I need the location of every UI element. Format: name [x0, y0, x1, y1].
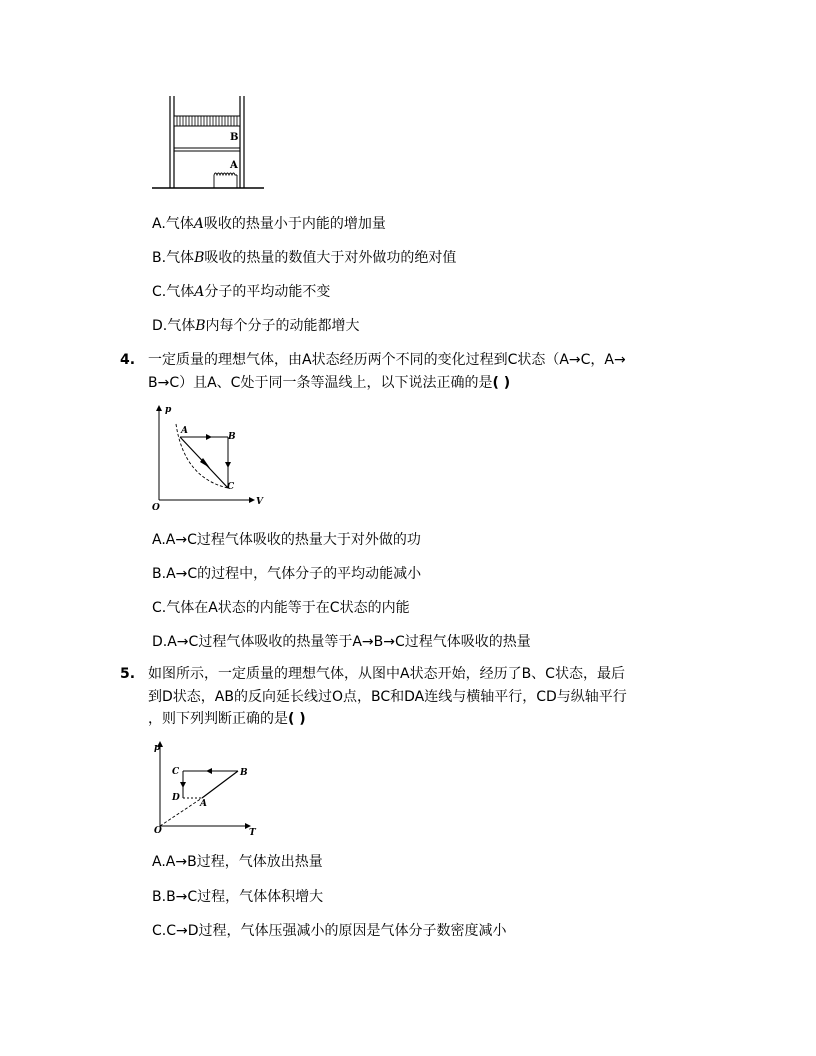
q4-stem-line1: 一定质量的理想气体，由A状态经历两个不同的变化过程到C状态（A→C，A→	[148, 352, 626, 368]
q5-option-c[interactable]: C.C→D过程，气体压强减小的原因是气体分子数密度减小	[152, 923, 507, 939]
q5-origin: O	[154, 826, 162, 836]
q4-option-b[interactable]: B.A→C的过程中，气体分子的平均动能减小	[152, 566, 422, 582]
q5-number: 5.	[120, 666, 136, 682]
q5-stem-line2: 到D状态，AB的反向延长线过O点，BC和DA连线与横轴平行，CD与纵轴平行	[148, 689, 627, 705]
q5-point-c: C	[172, 767, 180, 777]
q5-option-b[interactable]: B.B→C过程，气体体积增大	[152, 889, 324, 905]
q4-option-c[interactable]: C.气体在A状态的内能等于在C状态的内能	[152, 600, 410, 616]
q4-stem-line2: B→C）且A、C处于同一条等温线上，以下说法正确的是( )	[148, 375, 511, 391]
q3-option-a[interactable]: A.气体A吸收的热量小于内能的增加量	[152, 216, 386, 232]
q4-number: 4.	[120, 352, 136, 368]
q4-option-d[interactable]: D.A→C过程气体吸收的热量等于A→B→C过程气体吸收的热量	[152, 634, 531, 650]
q3-option-d[interactable]: D.气体B内每个分子的动能都增大	[152, 318, 360, 334]
q5-point-d: D	[172, 793, 180, 803]
q5-axis-t: T	[249, 828, 256, 838]
q4-axis-v: V	[256, 497, 263, 507]
q5-option-a[interactable]: A.A→B过程，气体放出热量	[152, 854, 323, 870]
q4-option-a[interactable]: A.A→C过程气体吸收的热量大于对外做的功	[152, 532, 421, 548]
q3-option-c[interactable]: C.气体A分子的平均动能不变	[152, 284, 331, 300]
q4-point-a: A	[181, 426, 188, 436]
q3-option-b[interactable]: B.气体B吸收的热量的数值大于对外做功的绝对值	[152, 250, 457, 266]
q4-pv-diagram	[150, 400, 270, 514]
q5-point-b: B	[240, 768, 248, 778]
q4-point-c: C	[227, 482, 235, 492]
q4-answer-bracket[interactable]: ( )	[492, 375, 511, 391]
fig1-label-a: A	[230, 160, 238, 171]
q5-pt-diagram	[150, 738, 270, 838]
q5-point-a: A	[200, 799, 207, 809]
q4-point-b: B	[228, 432, 236, 442]
q5-answer-bracket[interactable]: ( )	[288, 711, 306, 727]
q4-origin: O	[152, 503, 160, 513]
q5-stem-line3: ，则下列判断正确的是( )	[148, 711, 306, 727]
q5-stem-line1: 如图所示，一定质量的理想气体，从图中A状态开始，经历了B、C状态，最后	[148, 666, 625, 682]
q5-axis-p: p	[154, 743, 161, 753]
cylinder-figure	[150, 94, 268, 194]
fig1-label-b: B	[230, 132, 239, 143]
heater-coil-icon	[214, 173, 237, 188]
q4-axis-p: p	[165, 405, 172, 415]
